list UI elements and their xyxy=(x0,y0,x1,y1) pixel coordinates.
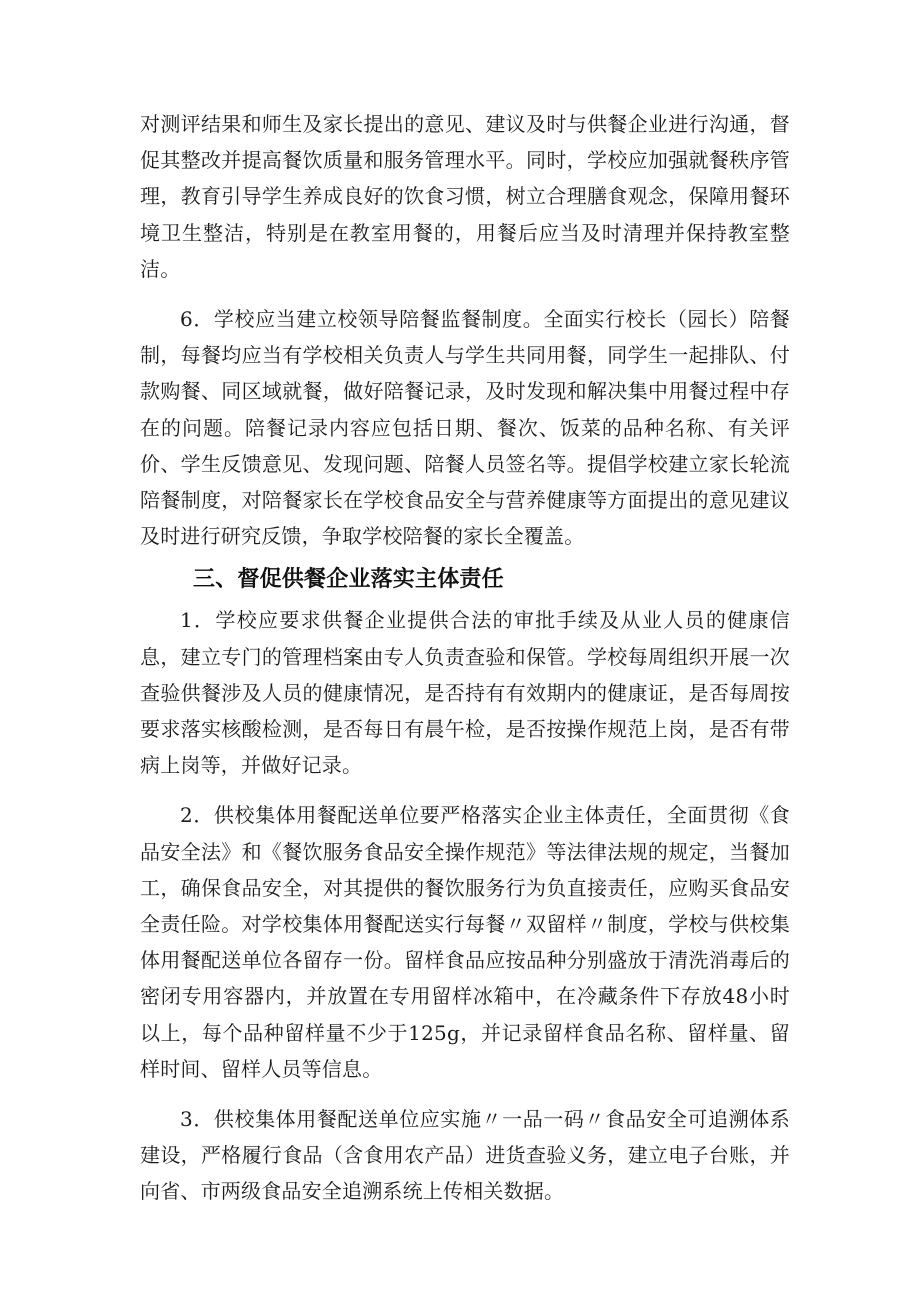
section-heading-3: 三、督促供餐企业落实主体责任 xyxy=(193,567,504,593)
document-body xyxy=(140,106,790,1210)
paragraph-section3-item-3: 3．供校集体用餐配送单位应实施〃一品一码〃食品安全可追溯体系建设，严格履行食品（含食用农产品）进货查验义务，建立电子台账，并向省、市两级食品安全追溯系统上传相关数据。 xyxy=(140,1107,790,1204)
heading-spacer xyxy=(140,554,790,562)
paragraph-continuation: 对测评结果和师生及家长提出的意见、建议及时与供餐企业进行沟通，督促其整改并提高餐饮质量和服务管理水平。同时，学校应加强就餐秩序管理，教育引导学生养成良好的饮食习惯，树立合理膳食观念，保障用餐环境卫生整洁，特别是在教室用餐的，用餐后应当及时清理并保持教室整洁。 xyxy=(140,112,790,281)
paragraph-section3-item-2: 2．供校集体用餐配送单位要严格落实企业主体责任，全面贯彻《食品安全法》和《餐饮服务食品安全操作规范》等法律法规的规定，当餐加工，确保食品安全，对其提供的餐饮服务行为负直接责任，应购买食品安全责任险。对学校集体用餐配送实行每餐〃双留样〃制度，学校与供校集体用餐配送单位各留存一份。留样食品应按品种分别盛放于清洗消毒后的密闭专用容器内，并放置在专用留样冰箱中，在冷藏条件下存放48小时以上，每个品种留样量不少于125g，并记录留样食品名称、留样量、留样时间、留样人员等信息。 xyxy=(140,803,790,1081)
paragraph-section3-item-1: 1．学校应要求供餐企业提供合法的审批手续及从业人员的健康信息，建立专门的管理档案由专人负责查验和保管。学校每周组织开展一次查验供餐涉及人员的健康情况，是否持有有效期内的健康证，是否每周按要求落实核酸检测，是否每日有晨午检，是否按操作规范上岗，是否有带病上岗等，并做好记录。 xyxy=(140,608,790,778)
paragraph-item-6: 6．学校应当建立校领导陪餐监餐制度。全面实行校长（园长）陪餐制，每餐均应当有学校相关负责人与学生共同用餐，同学生一起排队、付款购餐、同区域就餐，做好陪餐记录，及时发现和解决集中用餐过程中存在的问题。陪餐记录内容应包括日期、餐次、饭菜的品种名称、有关评价、学生反馈意见、发现问题、陪餐人员签名等。提倡学校建立家长轮流陪餐制度，对陪餐家长在学校食品安全与营养健康等方面提出的意见建议及时进行研究反馈，争取学校陪餐的家长全覆盖。 xyxy=(140,307,790,549)
paragraph-spacer xyxy=(140,783,790,797)
paragraph-spacer xyxy=(140,1087,790,1101)
paragraph-spacer xyxy=(140,287,790,301)
